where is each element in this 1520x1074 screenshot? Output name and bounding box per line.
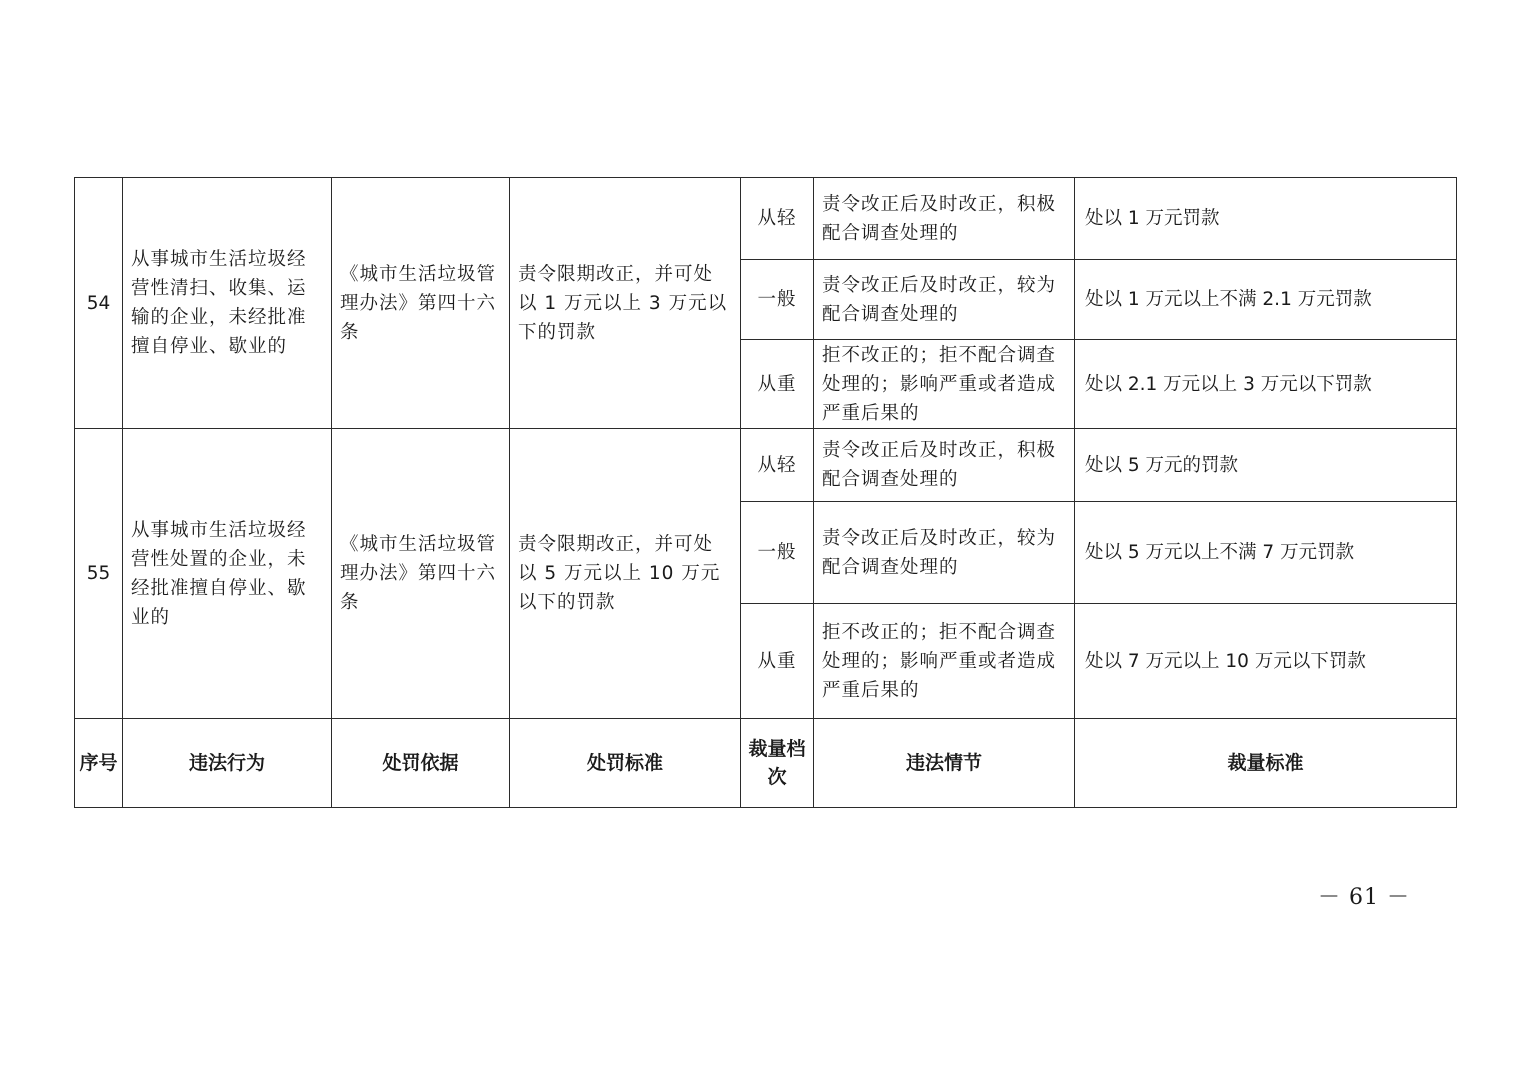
- discretion-standard: 处以 1 万元以上不满 2.1 万元罚款: [1075, 260, 1457, 340]
- table-row: [75, 178, 1457, 260]
- penalty-standard: 责令限期改正，并可处以 5 万元以上 10 万元以下的罚款: [510, 429, 741, 719]
- header-number: 序号: [75, 719, 123, 808]
- discretion-standard: 处以 7 万元以上 10 万元以下罚款: [1075, 604, 1457, 719]
- violation-circumstance: 责令改正后及时改正，积极配合调查处理的: [814, 178, 1075, 260]
- discretion-level: 一般: [741, 502, 814, 604]
- discretion-standard: 处以 1 万元罚款: [1075, 178, 1457, 260]
- header-basis: 处罚依据: [332, 719, 510, 808]
- table-header-row: [75, 719, 1457, 808]
- header-level: 裁量档次: [741, 719, 814, 808]
- page-number: － 61 －: [1318, 885, 1410, 910]
- discretion-standard: 处以 2.1 万元以上 3 万元以下罚款: [1075, 340, 1457, 429]
- discretion-level: 一般: [741, 260, 814, 340]
- violation-circumstance: 拒不改正的；拒不配合调查处理的；影响严重或者造成严重后果的: [814, 340, 1075, 429]
- header-standard: 裁量标准: [1075, 719, 1457, 808]
- record-number: 54: [75, 178, 123, 429]
- discretion-level: 从重: [741, 340, 814, 429]
- table-row: [75, 429, 1457, 502]
- violation-circumstance: 拒不改正的；拒不配合调查处理的；影响严重或者造成严重后果的: [814, 604, 1075, 719]
- penalty-standard: 责令限期改正，并可处以 1 万元以上 3 万元以下的罚款: [510, 178, 741, 429]
- violation-circumstance: 责令改正后及时改正，积极配合调查处理的: [814, 429, 1075, 502]
- header-penalty: 处罚标准: [510, 719, 741, 808]
- discretion-standard: 处以 5 万元的罚款: [1075, 429, 1457, 502]
- discretion-level: 从轻: [741, 178, 814, 260]
- violation-circumstance: 责令改正后及时改正，较为配合调查处理的: [814, 260, 1075, 340]
- header-behavior: 违法行为: [123, 719, 332, 808]
- record-number: 55: [75, 429, 123, 719]
- penalty-basis: 《城市生活垃圾管理办法》第四十六条: [332, 178, 510, 429]
- discretion-standard: 处以 5 万元以上不满 7 万元罚款: [1075, 502, 1457, 604]
- discretion-level: 从重: [741, 604, 814, 719]
- discretion-level: 从轻: [741, 429, 814, 502]
- violation-behavior: 从事城市生活垃圾经营性清扫、收集、运输的企业，未经批准擅自停业、歇业的: [123, 178, 332, 429]
- penalty-basis: 《城市生活垃圾管理办法》第四十六条: [332, 429, 510, 719]
- penalty-discretion-table: [74, 177, 1457, 808]
- violation-circumstance: 责令改正后及时改正，较为配合调查处理的: [814, 502, 1075, 604]
- violation-behavior: 从事城市生活垃圾经营性处置的企业，未经批准擅自停业、歇业的: [123, 429, 332, 719]
- header-circumstance: 违法情节: [814, 719, 1075, 808]
